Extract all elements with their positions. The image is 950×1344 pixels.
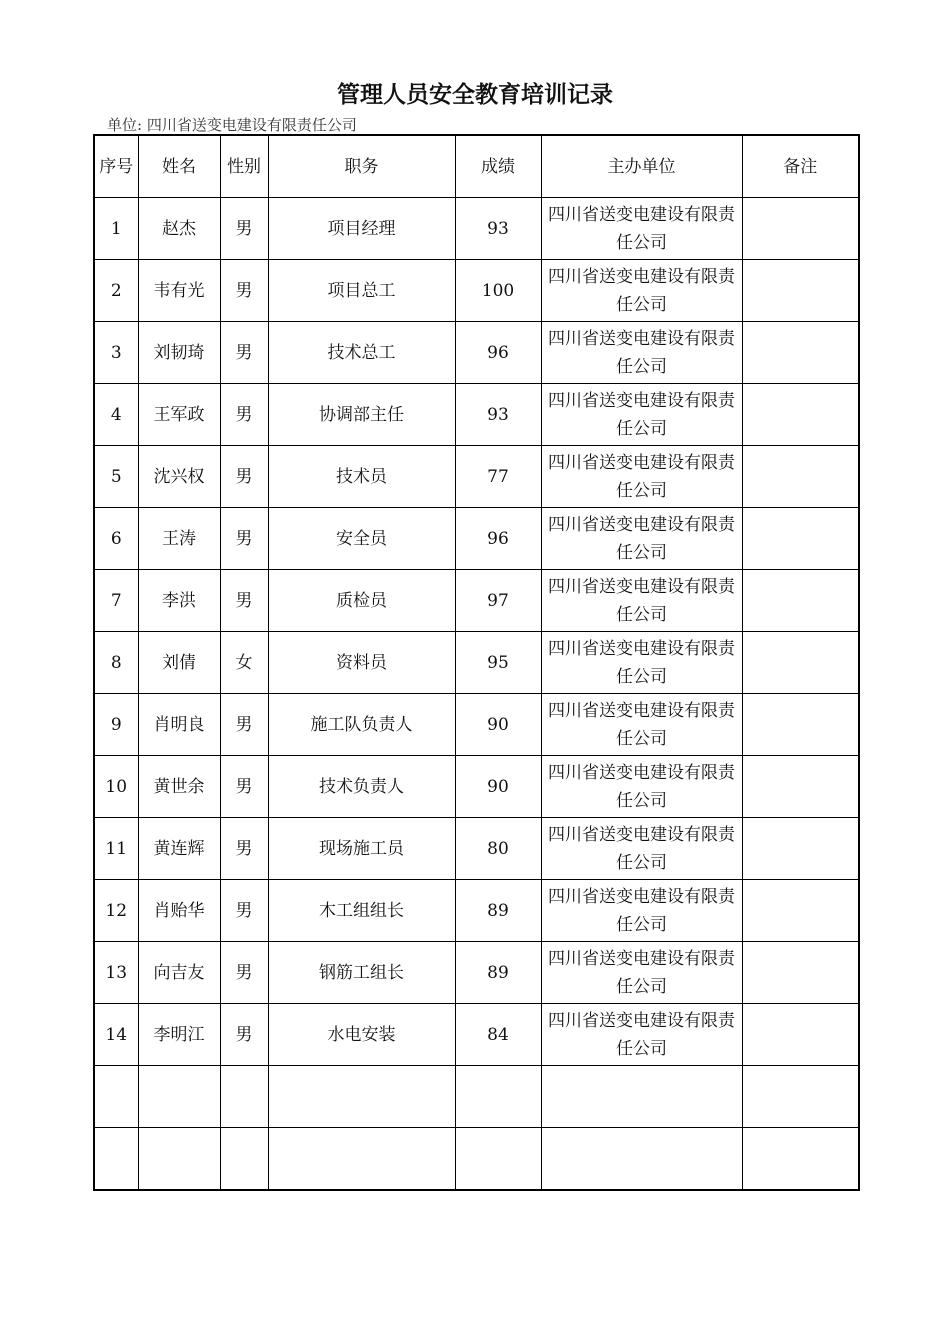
cell-gender: 男	[220, 694, 268, 756]
cell-gender: 男	[220, 818, 268, 880]
header-score: 成绩	[455, 135, 541, 198]
table-row	[94, 570, 859, 632]
cell-score: 89	[455, 942, 541, 1004]
cell-position: 钢筋工组长	[268, 942, 455, 1004]
header-position: 职务	[268, 135, 455, 198]
cell-remark	[742, 570, 859, 632]
cell-no: 3	[94, 322, 138, 384]
cell-no: 4	[94, 384, 138, 446]
cell-gender: 男	[220, 260, 268, 322]
cell-name: 王涛	[138, 508, 220, 570]
cell-name: 王军政	[138, 384, 220, 446]
cell-name	[138, 1066, 220, 1128]
cell-position: 项目经理	[268, 198, 455, 260]
cell-name: 黄连辉	[138, 818, 220, 880]
cell-remark	[742, 446, 859, 508]
cell-remark	[742, 818, 859, 880]
table-row	[94, 632, 859, 694]
cell-organizer: 四川省送变电建设有限责任公司	[541, 508, 742, 570]
cell-remark	[742, 508, 859, 570]
table-row	[94, 880, 859, 942]
cell-gender: 男	[220, 880, 268, 942]
cell-name: 刘倩	[138, 632, 220, 694]
table-row	[94, 1066, 859, 1128]
cell-organizer: 四川省送变电建设有限责任公司	[541, 756, 742, 818]
table-row	[94, 818, 859, 880]
cell-organizer	[541, 1128, 742, 1191]
cell-position: 质检员	[268, 570, 455, 632]
header-gender: 性别	[220, 135, 268, 198]
cell-organizer: 四川省送变电建设有限责任公司	[541, 260, 742, 322]
cell-gender: 男	[220, 322, 268, 384]
cell-position: 安全员	[268, 508, 455, 570]
cell-position: 资料员	[268, 632, 455, 694]
cell-score: 96	[455, 508, 541, 570]
cell-remark	[742, 694, 859, 756]
cell-gender	[220, 1066, 268, 1128]
header-name: 姓名	[138, 135, 220, 198]
cell-remark	[742, 1004, 859, 1066]
cell-position: 协调部主任	[268, 384, 455, 446]
cell-position: 施工队负责人	[268, 694, 455, 756]
cell-no: 13	[94, 942, 138, 1004]
cell-name: 肖贻华	[138, 880, 220, 942]
table-row	[94, 260, 859, 322]
cell-name: 李洪	[138, 570, 220, 632]
cell-position: 木工组组长	[268, 880, 455, 942]
cell-name: 肖明良	[138, 694, 220, 756]
cell-gender	[220, 1128, 268, 1191]
cell-score: 77	[455, 446, 541, 508]
cell-score: 95	[455, 632, 541, 694]
cell-remark	[742, 880, 859, 942]
cell-remark	[742, 260, 859, 322]
cell-position: 技术员	[268, 446, 455, 508]
cell-remark	[742, 942, 859, 1004]
header-organizer: 主办单位	[541, 135, 742, 198]
cell-name: 向吉友	[138, 942, 220, 1004]
cell-no	[94, 1128, 138, 1191]
cell-remark	[742, 632, 859, 694]
cell-organizer: 四川省送变电建设有限责任公司	[541, 446, 742, 508]
cell-score: 89	[455, 880, 541, 942]
cell-score: 96	[455, 322, 541, 384]
cell-remark	[742, 198, 859, 260]
cell-organizer: 四川省送变电建设有限责任公司	[541, 1004, 742, 1066]
header-remark: 备注	[742, 135, 859, 198]
cell-name: 沈兴权	[138, 446, 220, 508]
cell-organizer: 四川省送变电建设有限责任公司	[541, 632, 742, 694]
cell-no: 5	[94, 446, 138, 508]
header-no: 序号	[94, 135, 138, 198]
table-row	[94, 942, 859, 1004]
cell-gender: 男	[220, 942, 268, 1004]
cell-position: 技术总工	[268, 322, 455, 384]
cell-gender: 男	[220, 570, 268, 632]
cell-remark	[742, 322, 859, 384]
cell-no: 9	[94, 694, 138, 756]
cell-gender: 男	[220, 384, 268, 446]
cell-no: 7	[94, 570, 138, 632]
cell-name: 刘韧琦	[138, 322, 220, 384]
cell-remark	[742, 1128, 859, 1191]
cell-score: 90	[455, 694, 541, 756]
cell-score	[455, 1066, 541, 1128]
cell-organizer: 四川省送变电建设有限责任公司	[541, 818, 742, 880]
cell-gender: 男	[220, 508, 268, 570]
cell-name: 黄世余	[138, 756, 220, 818]
cell-organizer: 四川省送变电建设有限责任公司	[541, 384, 742, 446]
cell-gender: 男	[220, 446, 268, 508]
table-row	[94, 1004, 859, 1066]
cell-position	[268, 1066, 455, 1128]
table-row	[94, 756, 859, 818]
header-row	[94, 135, 859, 198]
table-row	[94, 446, 859, 508]
cell-no: 2	[94, 260, 138, 322]
cell-score: 97	[455, 570, 541, 632]
table-row	[94, 1128, 859, 1191]
cell-name: 李明江	[138, 1004, 220, 1066]
cell-no	[94, 1066, 138, 1128]
table-row	[94, 322, 859, 384]
cell-no: 1	[94, 198, 138, 260]
cell-name: 韦有光	[138, 260, 220, 322]
cell-gender: 男	[220, 1004, 268, 1066]
cell-organizer: 四川省送变电建设有限责任公司	[541, 198, 742, 260]
cell-position: 现场施工员	[268, 818, 455, 880]
cell-gender: 男	[220, 198, 268, 260]
cell-remark	[742, 1066, 859, 1128]
cell-no: 8	[94, 632, 138, 694]
document-title: 管理人员安全教育培训记录	[337, 82, 613, 108]
table-row	[94, 198, 859, 260]
cell-gender: 男	[220, 756, 268, 818]
cell-score: 80	[455, 818, 541, 880]
cell-remark	[742, 384, 859, 446]
cell-name	[138, 1128, 220, 1191]
cell-remark	[742, 756, 859, 818]
cell-organizer: 四川省送变电建设有限责任公司	[541, 322, 742, 384]
cell-position	[268, 1128, 455, 1191]
cell-position: 水电安装	[268, 1004, 455, 1066]
cell-name: 赵杰	[138, 198, 220, 260]
cell-score: 84	[455, 1004, 541, 1066]
cell-gender: 女	[220, 632, 268, 694]
cell-organizer: 四川省送变电建设有限责任公司	[541, 694, 742, 756]
cell-no: 6	[94, 508, 138, 570]
table-row	[94, 508, 859, 570]
cell-no: 10	[94, 756, 138, 818]
cell-organizer	[541, 1066, 742, 1128]
cell-score: 93	[455, 198, 541, 260]
cell-position: 技术负责人	[268, 756, 455, 818]
cell-score: 100	[455, 260, 541, 322]
cell-no: 11	[94, 818, 138, 880]
cell-organizer: 四川省送变电建设有限责任公司	[541, 942, 742, 1004]
table-row	[94, 694, 859, 756]
cell-score	[455, 1128, 541, 1191]
training-record-table	[93, 134, 860, 1191]
cell-organizer: 四川省送变电建设有限责任公司	[541, 880, 742, 942]
cell-no: 12	[94, 880, 138, 942]
cell-score: 93	[455, 384, 541, 446]
cell-score: 90	[455, 756, 541, 818]
cell-organizer: 四川省送变电建设有限责任公司	[541, 570, 742, 632]
table-row	[94, 384, 859, 446]
cell-position: 项目总工	[268, 260, 455, 322]
cell-no: 14	[94, 1004, 138, 1066]
unit-line: 单位: 四川省送变电建设有限责任公司	[107, 116, 357, 134]
